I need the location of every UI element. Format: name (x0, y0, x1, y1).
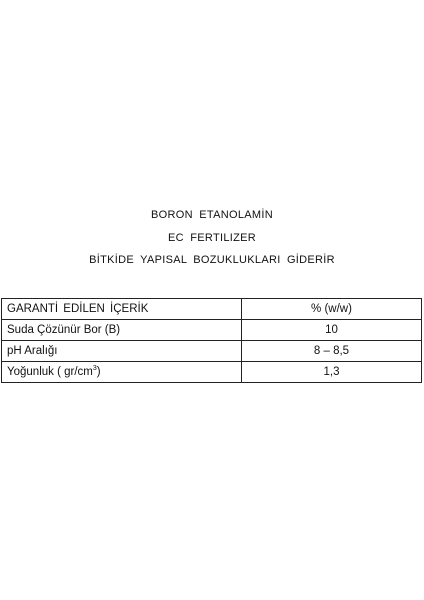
table-row (2, 341, 422, 362)
composition-table (1, 298, 422, 383)
row-label-boron: Suda Çözünür Bor (B) (2, 320, 242, 341)
row-value-ph: 8 – 8,5 (242, 341, 422, 362)
density-label-text: Yoğunluk ( gr/cm (7, 366, 93, 378)
density-label-close: ) (96, 366, 101, 378)
row-label-ph: pH Aralığı (2, 341, 242, 362)
table-row (2, 362, 422, 383)
table-header-row (2, 299, 422, 320)
product-name: BORON ETANOLAMİN (151, 209, 273, 221)
row-label-density (2, 362, 242, 383)
row-value-boron: 10 (242, 320, 422, 341)
header-content-cell: GARANTİ EDİLEN İÇERİK (2, 299, 242, 320)
product-type: EC FERTILIZER (168, 232, 256, 244)
table-row (2, 320, 422, 341)
row-value-density: 1,3 (242, 362, 422, 383)
product-claim: BİTKİDE YAPISAL BOZUKLUKLARI GİDERİR (89, 254, 335, 266)
header-percent-cell: % (w/w) (242, 299, 422, 320)
density-unit-exponent: 3 (92, 365, 97, 373)
